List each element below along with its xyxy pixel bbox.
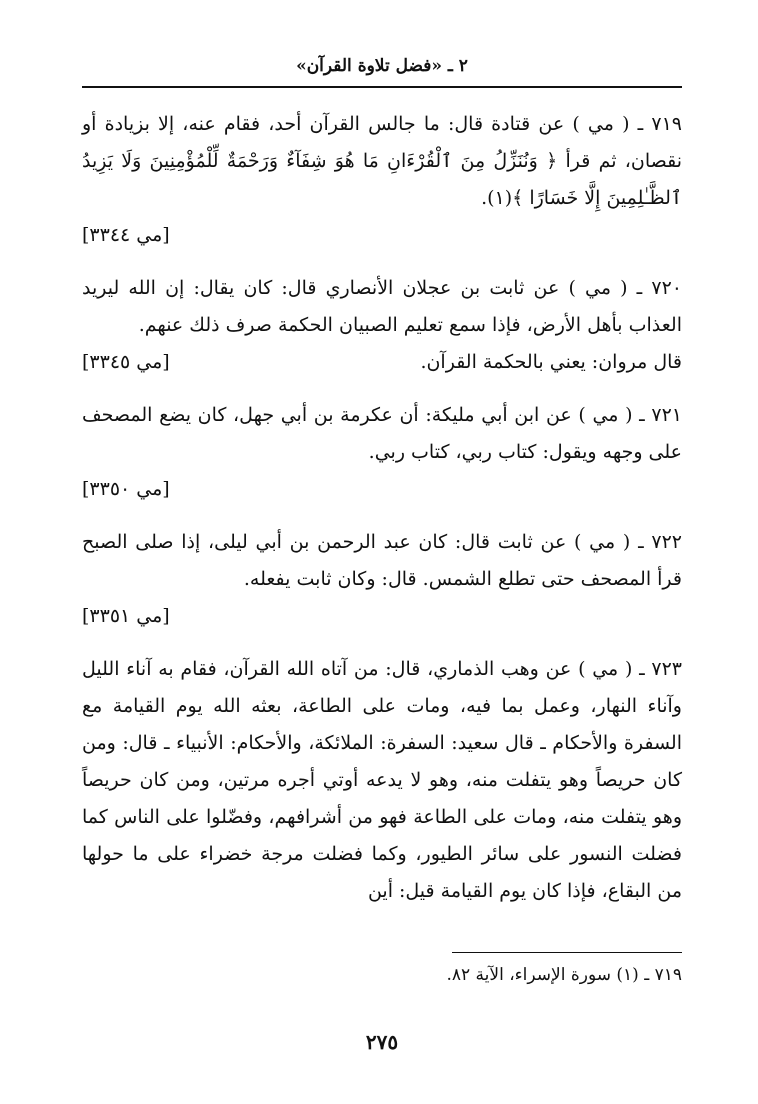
entry-721-ref-line xyxy=(82,471,682,508)
entry-720: ٧٢٠ ـ ( مي ) عن ثابت بن عجلان الأنصاري قال: كان يقال: إن الله ليريد العذاب بأهل الأرض، فإذا سمع تعليم الصبيان الحكمة صرف ذلك عنهم. xyxy=(82,277,682,336)
footnote: ٧١٩ ـ (١) سورة الإسراء، الآية ٨٢. xyxy=(446,965,682,985)
page-body xyxy=(82,106,682,910)
footnote-rule xyxy=(452,952,682,953)
entry-720-subtext: قال مروان: يعني بالحكمة القرآن. xyxy=(420,351,682,373)
header-rule xyxy=(82,86,682,88)
entry-723: ٧٢٣ ـ ( مي ) عن وهب الذماري، قال: من آتاه الله القرآن، فقام به آناء الليل وآناء النهار، وعمل بما فيه، ومات على الطاعة، بعثه الله يوم القيامة مع السفرة والأحكام ـ قال سعيد: السفرة: الملائكة، والأحكام: الأنبياء ـ قال: ومن كان حريصاً وهو يتفلت منه، وهو لا يدعه أوتي أجره مرتين، ومن كان حريصاً وهو يتفلت منه، ومات على الطاعة فهو من أشرافهم، وفضّلوا على الناس كما فضلت النسور على سائر الطيور، وكما فضلت مرجة خضراء على ما حولها من البقاع، فإذا كان يوم القيامة قيل: أين xyxy=(82,658,682,902)
entry-719: ٧١٩ ـ ( مي ) عن قتادة قال: ما جالس القرآن أحد، فقام عنه، إلا بزيادة أو نقصان، ثم قرأ ﴿ وَنُنَزِّلُ مِنَ ٱلْقُرْءَانِ مَا هُوَ شِفَآءٌ وَرَحْمَةٌ لِّلْمُؤْمِنِينَ وَلَا يَزِيدُ ٱلظَّـٰلِمِينَ إِلَّا خَسَارًا ﴾(١). xyxy=(82,113,682,209)
entry-719-ref: [مي ٣٣٤٤] xyxy=(82,224,170,246)
page-number: ٢٧٥ xyxy=(365,1030,399,1054)
entry-722-ref-line xyxy=(82,598,682,635)
entry-720-ref: [مي ٣٣٤٥] xyxy=(82,351,170,373)
entry-721: ٧٢١ ـ ( مي ) عن ابن أبي مليكة: أن عكرمة بن أبي جهل، كان يضع المصحف على وجهه ويقول: كتاب ربي، كتاب ربي. xyxy=(82,404,682,463)
running-header: ٢ ـ «فضل تلاوة القرآن» xyxy=(296,56,468,76)
entry-721-ref: [مي ٣٣٥٠] xyxy=(82,478,170,500)
entry-719-ref-line xyxy=(82,217,682,254)
entry-722: ٧٢٢ ـ ( مي ) عن ثابت قال: كان عبد الرحمن بن أبي ليلى، إذا صلى الصبح قرأ المصحف حتى تطلع الشمس. قال: وكان ثابت يفعله. xyxy=(82,531,682,590)
entry-720-ref-line xyxy=(82,344,682,381)
entry-722-ref: [مي ٣٣٥١] xyxy=(82,605,170,627)
